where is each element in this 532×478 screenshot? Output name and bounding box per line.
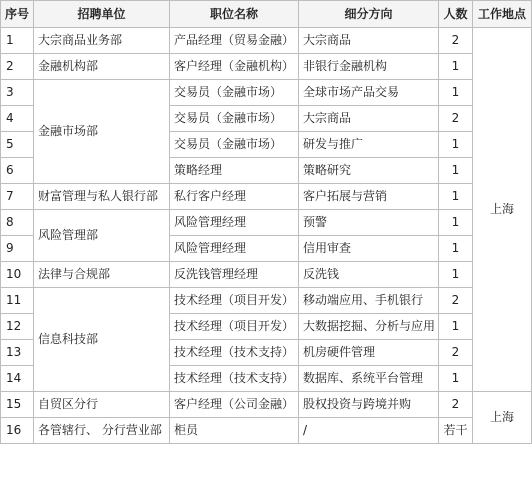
- row-count: 1: [439, 54, 473, 80]
- row-position: 技术经理（技术支持）: [170, 340, 299, 366]
- header-location: 工作地点: [473, 1, 532, 28]
- row-count: 1: [439, 314, 473, 340]
- header-no: 序号: [1, 1, 34, 28]
- row-position: 柜员: [170, 418, 299, 444]
- row-number: 15: [1, 392, 34, 418]
- row-count: 若干: [439, 418, 473, 444]
- header-direction: 细分方向: [299, 1, 439, 28]
- row-count: 1: [439, 262, 473, 288]
- row-direction: 移动端应用、手机银行: [299, 288, 439, 314]
- row-count: 1: [439, 80, 473, 106]
- row-number: 10: [1, 262, 34, 288]
- row-direction: /: [299, 418, 439, 444]
- row-direction: 股权投资与跨境并购: [299, 392, 439, 418]
- row-position: 交易员（金融市场）: [170, 106, 299, 132]
- row-number: 12: [1, 314, 34, 340]
- header-position: 职位名称: [170, 1, 299, 28]
- row-unit: 金融机构部: [34, 54, 170, 80]
- header-count: 人数: [439, 1, 473, 28]
- row-count: 2: [439, 392, 473, 418]
- row-direction: 研发与推广: [299, 132, 439, 158]
- row-direction: 策略研究: [299, 158, 439, 184]
- row-direction: 大宗商品: [299, 106, 439, 132]
- row-unit: 金融市场部: [34, 80, 170, 184]
- row-number: 9: [1, 236, 34, 262]
- location-cell: 上海: [473, 392, 532, 444]
- row-unit: 各管辖行、 分行营业部: [34, 418, 170, 444]
- row-direction: 大数据挖掘、分析与应用: [299, 314, 439, 340]
- row-count: 2: [439, 106, 473, 132]
- table-row: [1, 28, 532, 54]
- row-position: 产品经理（贸易金融）: [170, 28, 299, 54]
- row-position: 风险管理经理: [170, 210, 299, 236]
- row-count: 1: [439, 158, 473, 184]
- row-position: 客户经理（公司金融）: [170, 392, 299, 418]
- table-row: [1, 54, 532, 80]
- row-unit: 自贸区分行: [34, 392, 170, 418]
- row-count: 2: [439, 28, 473, 54]
- row-number: 7: [1, 184, 34, 210]
- table-row: [1, 80, 532, 106]
- row-position: 客户经理（金融机构）: [170, 54, 299, 80]
- row-position: 交易员（金融市场）: [170, 80, 299, 106]
- row-number: 5: [1, 132, 34, 158]
- row-number: 3: [1, 80, 34, 106]
- location-cell: 上海: [473, 28, 532, 392]
- row-number: 14: [1, 366, 34, 392]
- table-row: [1, 418, 532, 444]
- row-unit: 风险管理部: [34, 210, 170, 262]
- row-position: 交易员（金融市场）: [170, 132, 299, 158]
- table-row: [1, 210, 532, 236]
- row-direction: 全球市场产品交易: [299, 80, 439, 106]
- row-count: 1: [439, 366, 473, 392]
- row-unit: 大宗商品业务部: [34, 28, 170, 54]
- row-count: 1: [439, 184, 473, 210]
- row-unit: 法律与合规部: [34, 262, 170, 288]
- row-direction: 预警: [299, 210, 439, 236]
- row-direction: 非银行金融机构: [299, 54, 439, 80]
- row-direction: 反洗钱: [299, 262, 439, 288]
- row-position: 技术经理（项目开发）: [170, 288, 299, 314]
- row-direction: 客户拓展与营销: [299, 184, 439, 210]
- row-position: 技术经理（技术支持）: [170, 366, 299, 392]
- row-number: 4: [1, 106, 34, 132]
- row-direction: 机房硬件管理: [299, 340, 439, 366]
- row-unit: 信息科技部: [34, 288, 170, 392]
- table-row: [1, 262, 532, 288]
- row-number: 6: [1, 158, 34, 184]
- row-direction: 信用审查: [299, 236, 439, 262]
- row-position: 技术经理（项目开发）: [170, 314, 299, 340]
- row-direction: 数据库、系统平台管理: [299, 366, 439, 392]
- row-count: 1: [439, 132, 473, 158]
- row-unit: 财富管理与私人银行部: [34, 184, 170, 210]
- row-position: 策略经理: [170, 158, 299, 184]
- row-count: 1: [439, 236, 473, 262]
- row-position: 反洗钱管理经理: [170, 262, 299, 288]
- row-count: 2: [439, 340, 473, 366]
- table-row: [1, 288, 532, 314]
- row-number: 13: [1, 340, 34, 366]
- row-position: 私行客户经理: [170, 184, 299, 210]
- row-number: 8: [1, 210, 34, 236]
- row-position: 风险管理经理: [170, 236, 299, 262]
- row-number: 16: [1, 418, 34, 444]
- row-number: 2: [1, 54, 34, 80]
- row-number: 11: [1, 288, 34, 314]
- row-count: 2: [439, 288, 473, 314]
- row-number: 1: [1, 28, 34, 54]
- table-row: [1, 392, 532, 418]
- header-unit: 招聘单位: [34, 1, 170, 28]
- table-row: [1, 184, 532, 210]
- row-count: 1: [439, 210, 473, 236]
- header-row: [1, 1, 532, 28]
- row-direction: 大宗商品: [299, 28, 439, 54]
